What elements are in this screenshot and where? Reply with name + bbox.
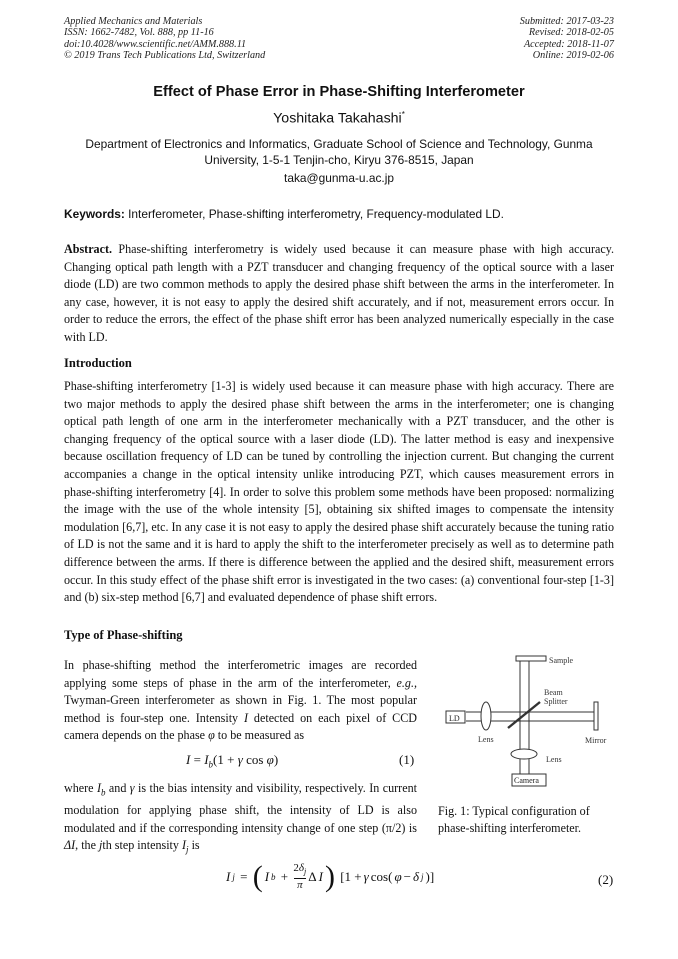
mirror <box>594 702 598 730</box>
bottom-lens <box>511 749 537 759</box>
beam-splitter <box>508 702 540 728</box>
math-Ij: $I_j$ <box>182 838 189 855</box>
label-sample: Sample <box>549 656 573 665</box>
equation-1: $I = I_b(1 + \gamma$ cos φ) <box>186 752 279 770</box>
left-lens <box>481 702 491 730</box>
math-j: j <box>99 838 103 853</box>
text-run: Twyman-Green interferometer as shown in Fig. 1. The most popular method is four-step one. Intensity <box>64 693 417 725</box>
keywords <box>64 207 614 221</box>
type-paragraph-1 <box>64 657 417 745</box>
equation-2 <box>226 862 434 892</box>
doi-line: doi:10.4028/www.scientific.net/AMM.888.11 <box>64 38 247 50</box>
label-mirror: Mirror <box>585 736 607 745</box>
text-run: is the bias intensity and visibility, respectively. In current modulation for applying phase shift, the intensity of LD is also modulated and if the corresponding intensity change of one step <box>64 781 417 835</box>
journal-header-right <box>520 16 614 62</box>
label-beam: Beam <box>544 688 563 697</box>
introduction-text: Phase-shifting interferometry [1-3] is widely used because it can measure phase with high accuracy. There are two major methods to apply the desired phase shift between the arms in the interferometer; one is changing optical path length of one arm in the interferometer mechanically with a PZT transducer, and the other is changing frequency of the optical source with a laser diode (LD). The latter method is easy and inexpensive because oscillation frequency of LD can be tuned by controlling the injection current. But changing the current accompanies a change in the optical intensity unlike introducing PZT, which causes measurement errors in phase-shifting interferometry [4]. In order to solve this problem some methods have been proposed: normalizing the image with the use of the whole intensity [5], obtaining six shifted images to compensate the intensity modulation [6,7], etc. In any case it is not easy to apply the desired phase shift accurately because the tuning ratio of LD is not the same and it is hard to apply the shift to the interferometer precisely as well as to determine path difference between the arms. If there is difference between the applied and the desired shift, measurement errors occur. In this study effect of the phase shift error is investigated in the two cases: (a) conventional four-step [1-3] and (b) six-step method [6,7] and evaluated dependence of phase shift errors. <box>64 379 614 605</box>
text-run: where <box>64 781 97 795</box>
interferometer-figure <box>436 650 616 800</box>
affiliation: Department of Electronics and Informatics, Graduate School of Science and Technology, Gunma University, 1-5-1 Tenjin-cho, Kiryu 376-8515, Japan <box>85 137 593 167</box>
author-name-text: Yoshitaka Takahashi <box>273 110 402 127</box>
equation-1-number: (1) <box>399 752 415 767</box>
label-camera: Camera <box>514 776 539 785</box>
text-run-italic: e.g., <box>396 675 417 690</box>
text-run: , the <box>75 838 99 853</box>
text-run: th step intensity <box>102 838 182 853</box>
journal-header-left <box>64 16 265 62</box>
label-lens-bottom: Lens <box>546 755 562 764</box>
text-run: In phase-shifting method the interferometric images are recorded applying some steps of phase in the arm of the interferometer, <box>64 658 417 690</box>
accepted-date: Accepted: 2018-11-07 <box>523 38 614 50</box>
math-phi: φ <box>208 728 215 743</box>
type-heading: Type of Phase-shifting <box>64 628 183 642</box>
text-run: detected on each pixel of CCD camera depends on the phase <box>64 710 417 743</box>
math-step: (π/2) <box>381 820 406 835</box>
math-gamma: γ <box>129 781 135 795</box>
revised-date: Revised: 2018-02-05 <box>528 27 614 39</box>
label-splitter: Splitter <box>544 697 568 706</box>
text-run: is <box>188 838 200 853</box>
label-ld: LD <box>449 714 460 723</box>
figure-caption: Fig. 1: Typical configuration of phase-shifting interferometer. <box>438 804 590 835</box>
abstract-label: Abstract. <box>64 242 113 256</box>
label-lens-left: Lens <box>478 735 494 744</box>
keywords-text: Interferometer, Phase-shifting interferometry, Frequency-modulated LD. <box>128 207 504 221</box>
journal-name: Applied Mechanics and Materials <box>64 16 203 27</box>
type-paragraph-2 <box>64 780 417 859</box>
online-date: Online: 2019-02-06 <box>532 50 614 62</box>
abstract-text: Phase-shifting interferometry is widely used because it can measure phase with high accuracy. Changing optical path length with a PZT transducer and changing frequency of the optical source with a laser diode (LD) are two common methods to apply the desired phase shift between the arms in the interferometer. In any case, however, it is not easy to apply the desired shift accurately, and if not, measurement errors occur. In order to reduce the errors, the effect of the phase shift error has been analyzed numerically especially in the case with LD. <box>64 242 614 344</box>
equation-2-render: I j = ( I b + $2\delta_j$ π Δ I ) [1 + γ cos( φ − δ j )] <box>226 860 435 894</box>
math-Ib: $I_b$ <box>96 781 106 798</box>
abstract <box>64 241 614 347</box>
equation-2-number: (2) <box>598 872 614 887</box>
keywords-label: Keywords: <box>64 207 125 221</box>
introduction-heading: Introduction <box>64 356 132 370</box>
math-delta-I: ΔI <box>64 838 76 853</box>
copyright-line: © 2019 Trans Tech Publications Ltd, Switzerland <box>64 50 266 62</box>
text-run: is <box>405 820 417 835</box>
author-email: taka@gunma-u.ac.jp <box>284 171 394 185</box>
sample-block <box>516 656 546 661</box>
text-run: and <box>105 781 130 795</box>
text-run: to be measured as <box>214 728 305 743</box>
issn-line: ISSN: 1662-7482, Vol. 888, pp 11-16 <box>64 27 214 39</box>
math-I: I <box>244 710 249 725</box>
paper-title: Effect of Phase Error in Phase-Shifting Interferometer <box>153 84 525 100</box>
author-name <box>0 110 678 127</box>
author-mark: * <box>401 110 405 119</box>
submitted-date: Submitted: 2017-03-23 <box>519 16 614 27</box>
